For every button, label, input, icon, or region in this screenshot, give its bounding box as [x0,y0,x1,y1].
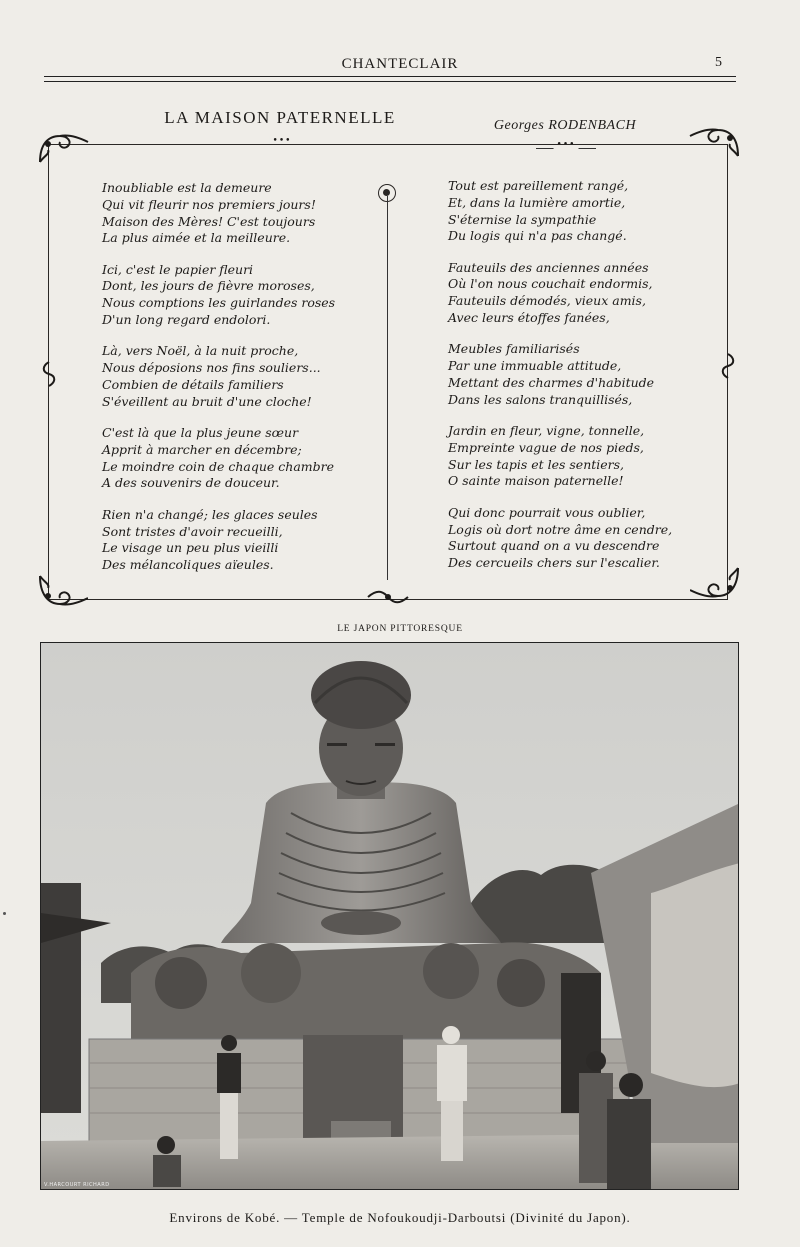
corner-ornament-top-left [36,130,90,166]
poem-line: Dans les salons tranquillisés, [448,391,633,407]
poem-line: Nous comptions les guirlandes roses [102,295,336,311]
corner-ornament-bottom-right [690,566,744,602]
poem-line: Fauteuils démodés, vieux amis, [448,293,646,309]
poem-stanza [448,505,672,572]
page-number: 5 [715,55,722,70]
corner-ornament-bottom-left [34,574,88,610]
poem-line: Sont tristes d'avoir recueilli, [102,523,283,539]
poem-line: Maison des Mères! C'est toujours [102,213,316,229]
poem-line: Du logis qui n'a pas changé. [448,228,627,244]
poem-line: Combien de détails familiers [102,376,284,392]
poem-stanza [448,178,672,245]
poem-line: S'éternise la sympathie [448,211,597,227]
poem-stanza [448,260,672,327]
poem-line: Mettant des charmes d'habitude [448,374,655,390]
poem-line: Empreinte vague de nos pieds, [448,439,644,455]
poem-line: Le moindre coin de chaque chambre [102,458,335,474]
poem-line: Le visage un peu plus vieilli [102,540,279,556]
poem-line: Nous déposions nos fins souliers... [102,360,321,376]
poem-stanza [102,343,335,410]
visitor-figure-left [217,1035,241,1159]
poem-line: Et, dans la lumière amortie, [448,194,626,210]
poem-line: Apprit à marcher en décembre; [102,441,302,457]
poem-line: Dont, les jours de fièvre moroses, [102,278,315,294]
poem-line: Des cercueils chers sur l'escalier. [448,555,660,571]
poem-line: O sainte maison paternelle! [448,473,624,489]
poem-line: S'éveillent au bruit d'une cloche! [102,393,312,409]
photo-section-title: LE JAPON PITTORESQUE [337,624,463,634]
poem-line: Qui vit fleurir nos premiers jours! [102,196,316,212]
poem-line: Surtout quand on a vu descendre [448,538,660,554]
poem-stanza [102,425,335,492]
poem-stanza [448,423,672,490]
side-ornament-right [719,352,737,380]
poem-line: Qui donc pourrait vous oublier, [448,504,646,520]
poem-line: Avec leurs étoffes fanées, [448,310,610,326]
poem-line: A des souvenirs de douceur. [102,475,280,491]
header-rule [44,76,736,82]
buddha-photograph [40,642,739,1190]
poem-line: Ici, c'est le papier fleuri [102,261,254,277]
poem-line: Là, vers Noël, à la nuit proche, [102,343,299,359]
poem-title: LA MAISON PATERNELLE [164,108,396,127]
poem-line: Rien n'a changé; les glaces seules [102,506,318,522]
poem-left-column [102,180,335,588]
poem-line: Inoubliable est la demeure [102,180,272,195]
poem-stanza [102,507,335,574]
poem-stanza [102,262,335,329]
poem-line: Où l'on nous couchait endormis, [448,276,653,292]
poem-line: Par une immuable attitude, [448,358,622,374]
poem-line: Sur les tapis et les sentiers, [448,456,625,472]
poem-line: Jardin en fleur, vigne, tonnelle, [448,423,645,439]
poem-line: C'est là que la plus jeune sœur [102,425,299,441]
poem-line: D'un long regard endolori. [102,312,271,328]
journal-title: CHANTECLAIR [341,56,459,72]
poem-line: Meubles familiarisés [448,341,580,357]
poem-line: Tout est pareillement rangé, [448,178,629,193]
poem-right-column [448,178,672,586]
column-divider [387,196,388,580]
visitor-figure-right [437,1026,467,1161]
corner-ornament-top-right [688,124,742,160]
side-ornament-left [40,360,58,388]
poem-author: Georges RODENBACH [493,118,637,133]
photographer-credit: V.HARCOURT RICHARD [44,1182,110,1188]
poem-line: Logis où dort notre âme en cendre, [448,521,673,537]
poem-line: La plus aimée et la meilleure. [102,230,291,246]
poem-line: Fauteuils des anciennes années [448,259,649,275]
poem-stanza [448,341,672,408]
poem-stanza [102,180,335,247]
photo-caption: Environs de Kobé. — Temple de Nofoukoudji-Darboutsi (Divinité du Japon). [169,1210,631,1225]
margin-mark [3,912,6,915]
poem-line: Des mélancoliques aïeules. [102,557,274,573]
bottom-center-ornament [366,590,410,604]
